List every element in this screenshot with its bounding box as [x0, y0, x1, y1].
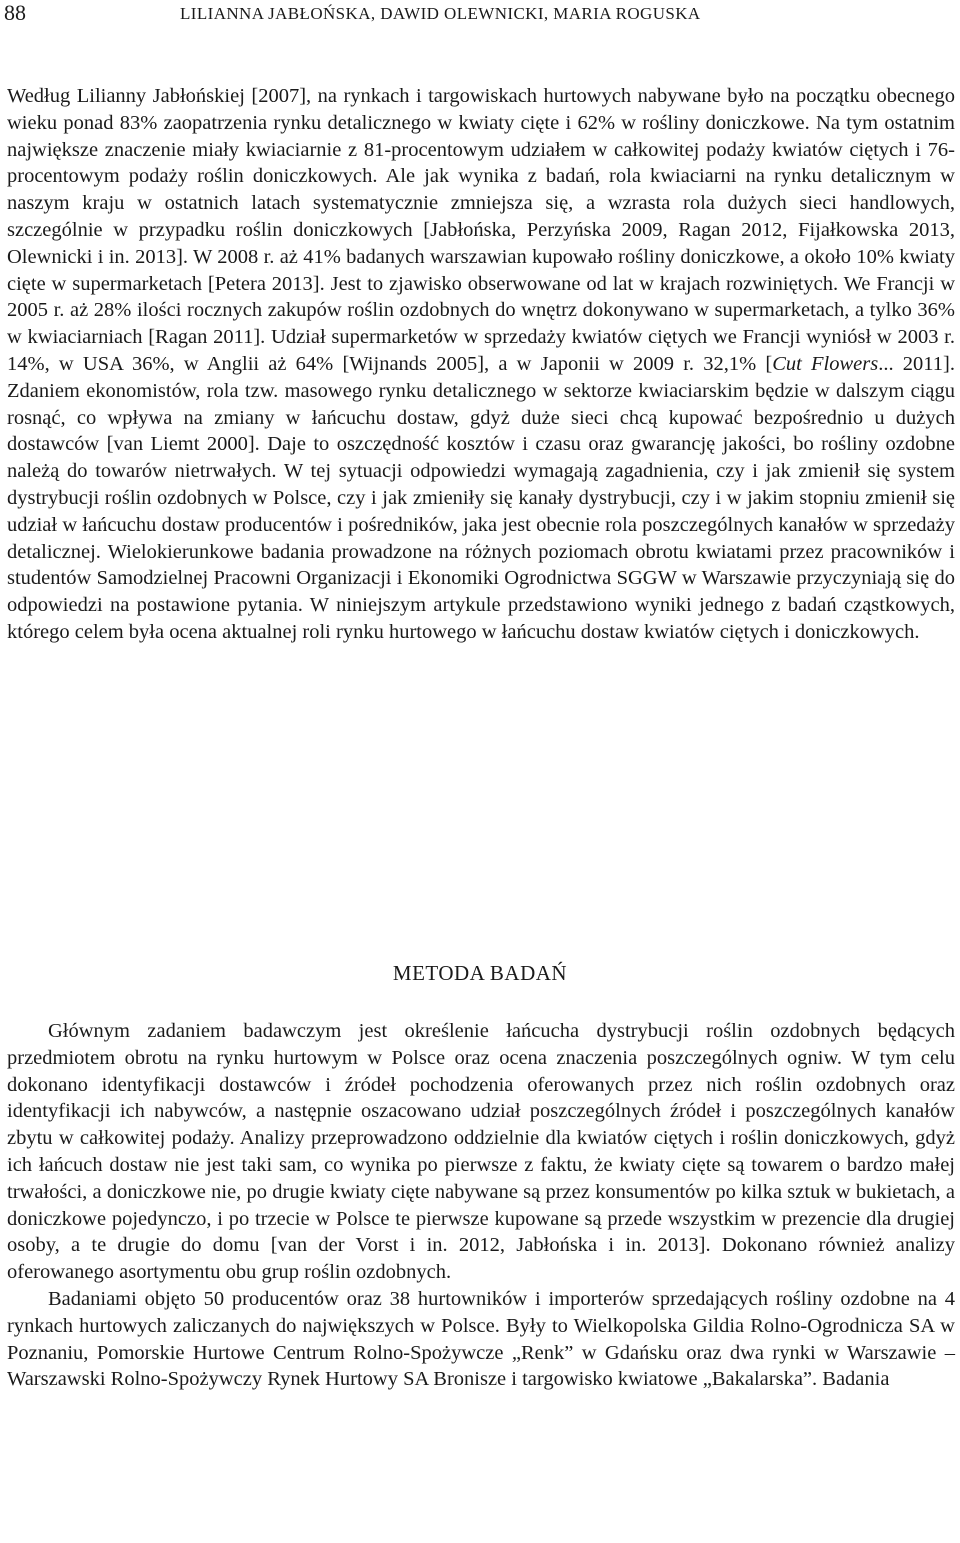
paragraph-methods-1: Głównym zadaniem badawczym jest określenie łańcucha dystrybucji roślin ozdobnych będących przedmiotem obrotu na rynku hurtowym w Polsce oraz ocena znaczenia poszczególnych ogniw. W tym celu dokonano identyfikacji dostawców i źródeł pochodzenia oferowanych przez nich roślin ozdobnych oraz identyfikacji ich nabywców, a następnie oszacowano udział poszczególnych źródeł i poszczególnych kanałów zbytu w całkowitej podaży. Analizy przeprowadzono oddzielnie dla kwiatów ciętych i roślin doniczkowych, gdyż ich łańcuch dostaw nie jest taki sam, co wynika po pierwsze z faktu, że kwiaty cięte są towarem o bardzo małej trwałości, a doniczkowe nie, po drugie kwiaty cięte nabywane są przez konsumentów po kilka sztuk w bukietach, a doniczkowe pojedynczo, i po trzecie w Polsce te pierwsze kupowane są przede wszystkim w prezencie dla drugiej osoby, a te drugie do domu [van der Vorst i in. 2012, Jabłońska i in. 2013]. Dokonano również analizy oferowanego asortymentu obu grup roślin ozdobnych. [7, 1020, 955, 1284]
running-head-authors: LILIANNA JABŁOŃSKA, DAWID OLEWNICKI, MARIA ROGUSKA [180, 4, 701, 23]
section-heading: METODA BADAŃ [392, 961, 568, 985]
paragraph-methods-2: Badaniami objęto 50 producentów oraz 38 hurtowników i importerów sprzedających rośliny ozdobne na 4 rynkach hurtowych zaliczanych do największych w Polsce. Były to Wielkopolska Gildia Rolno-Ogrodnicza SA w Poznaniu, Pomorskie Hurtowe Centrum Rolno-Spożywcze „Renk” w Gdańsku oraz dwa rynki w Warszawie – Warszawski Rolno-Spożywczy Rynek Hurtowy SA Bronisze i targowisko kwiatowe „Bakalarska”. Badania [7, 1287, 955, 1391]
paragraph-intro [7, 83, 955, 646]
body-text-methods [7, 1018, 955, 1393]
page-number: 88 [4, 0, 26, 25]
paragraph-intro-part-2: ... 2011]. Zdaniem ekonomistów, rola tzw. masowego rynku detalicznego w sektorze kwiaciarskim będzie w dalszym ciągu rosnąć, co wpływa na zmiany w łańcuchu dostaw, gdyż duże sieci chcą kupować bezpośrednio u dużych dostawców [van Liemt 2000]. Daje to oszczędność kosztów i czasu oraz gwarancję jakości, bo rośliny ozdobne należą do towarów nietrwałych. W tej sytuacji odpowiedzi wymagają zagadnienia, czy i jak zmienił się system dystrybucji roślin ozdobnych w Polsce, czy i jak zmieniły się kanały dystrybucji, czy i w jakim stopniu zmienił się udział w łańcuchu dostaw producentów i pośredników, jaka jest obecnie rola poszczególnych kanałów w sprzedaży detalicznej. Wielokierunkowe badania prowadzone na różnych poziomach obrotu kwiatami przez pracowników i studentów Samodzielnej Pracowni Organizacji i Ekonomiki Ogrodnictwa SGGW w Warszawie przyczyniają się do odpowiedzi na postawione pytania. W niniejszym artykule przedstawiono wyniki jednego z badań cząstkowych, którego celem była ocena aktualnej roli rynku hurtowego w łańcuchu dostaw kwiatów ciętych i doniczkowych. [7, 352, 955, 643]
running-header [0, 0, 960, 30]
body-text-intro [7, 83, 955, 646]
citation-cut-flowers: Cut Flowers [772, 352, 879, 375]
paragraph-intro-part-1: Według Lilianny Jabłońskiej [2007], na rynkach i targowiskach hurtowych nabywane było na początku obecnego wieku ponad 83% zaopatrzenia rynku detalicznego w kwiaty cięte i 62% w rośliny doniczkowe. Na tym ostatnim największe znaczenie miały kwiaciarnie z 81-procentowym udziałem w całkowitej podaży kwiatów ciętych i 76-procentowym podaży roślin doniczkowych. Ale jak wynika z badań, rola kwiaciarni na rynku detalicznym w naszym kraju w ostatnich latach systematycznie zmniejsza się, a wzrasta rola dużych sieci handlowych, szczególnie w przypadku roślin doniczkowych [Jabłońska, Perzyńska 2009, Ragan 2012, Fijałkowska 2013, Olewnicki i in. 2013]. W 2008 r. aż 41% badanych warszawian kupowało rośliny doniczkowe, a około 10% kwiaty cięte w supermarketach [Petera 2013]. Jest to zjawisko obserwowane od lat w krajach rozwiniętych. We Francji w 2005 r. aż 28% ilości rocznych zakupów roślin ozdobnych do wnętrz dokonywano w supermarketach, a tylko 36% w kwiaciarniach [Ragan 2011]. Udział supermarketów w sprzedaży kwiatów ciętych we Francji wyniósł w 2003 r. 14%, w USA 36%, w Anglii aż 64% [Wijnands 2005], a w Japonii w 2009 r. 32,1% [ [7, 85, 955, 375]
